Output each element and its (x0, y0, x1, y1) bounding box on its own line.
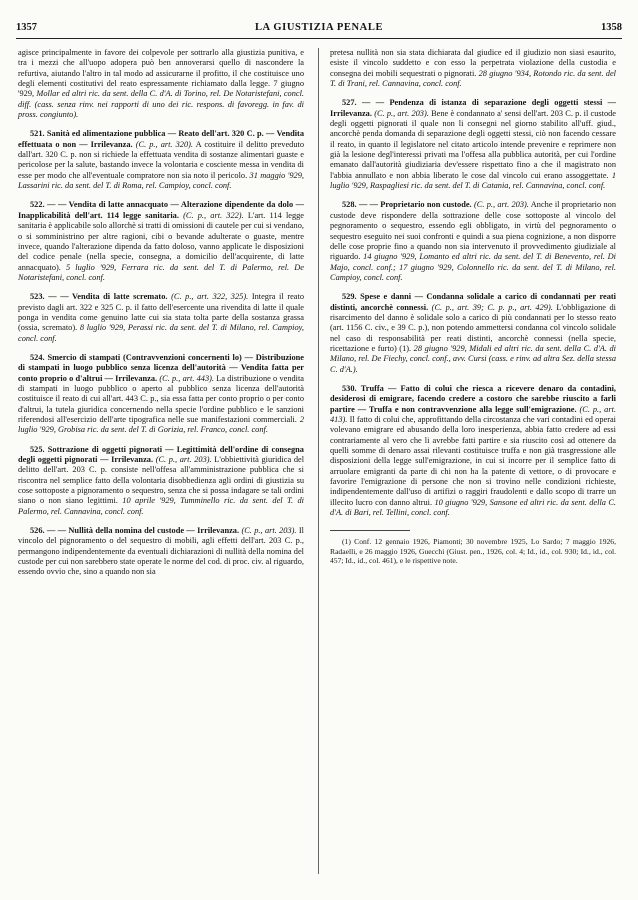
entry-paragraph (18, 526, 304, 578)
entry-paragraph (18, 129, 304, 191)
entry-citation: 2 luglio '929, Grobisa ric. da sent. del T. di Gorizia, rel. Franco, concl. conf. (18, 415, 304, 435)
entry-number: 530. (342, 383, 357, 393)
entry-article: (C. p., art. 322, 325). (171, 292, 249, 302)
page-number-right: 1358 (601, 22, 622, 33)
entry-body: Integra il reato previsto dagli art. 322 e 325 C. p. il fatto dell'esercente una rivendita di latte il quale ponga in vendita come genuino latte cui sia stata tolta parte della sostanza grassa (ossia, scremato). (18, 292, 304, 333)
entry-body: Il fatto di colui che, approfittando della circostanza che vari contadini ed operai volevano emigrare ed abusando della loro inesperienza, abbia fatto credere ad essi contrariamente al vero che li avrebbe fatti partire e sia riuscito così ad ottenere da quelli somme di denaro assai rilevanti costituisce truffa e non già trasgressione alle disposizioni della legge sull'emigrazione, in cui si incorre per il semplice fatto di arruolare emigranti da parte di chi non ha la patente di vettore, o di provocare e favorire l'emigrazione di persone che non si trovino nelle condizioni richieste, indipendentemente dall'uso di artifizi o raggiri fraudolenti e dallo scopo di trarre un illecito lucro con danno altrui. (330, 415, 616, 507)
entry-article: (C. p., art. 203). (473, 200, 529, 210)
entry-article: (C. p., art. 203). (241, 526, 297, 536)
entry-number: 522. (30, 200, 45, 210)
entry-body: A costituire il delitto preveduto dall'art. 320 C. p. non si richiede la effettuata vendita di sostanze alimentari guaste e pericolose per la salute, bastando invece la volontaria e cosciente messa in vendita di esse per modo che all'eventuale compratore non sia noto il pericolo. (18, 139, 304, 180)
footnote-separator (330, 530, 410, 531)
entry-title: — — Pendenza di istanza di separazione degli oggetti stessi — Irrilevanza. (330, 98, 616, 118)
entry-title: — — Nullità della nomina del custode — Irrilevanza. (46, 526, 240, 536)
continuation-text: pretesa nullità non sia stata dichiarata dal giudice ed il giudizio non siasi esaurito, esiste il vincolo suddetto e con esso la perpetrata violazione della custodia e consegna dei mobili sequestrati o pignorati. (330, 48, 616, 78)
entry-body: La distribuzione o vendita di stampati in luogo pubblico o aperto al pubblico senza licenza dell'autorità costituisce il reato di cui all'art. 443 C. p., sia essa fatta per conto proprio o per conto d'altrui, la tutela giuridica concernendo nella specie l'ordine pubblico e le sanzioni riferendosi all'esercizio dell'arte tipografica nelle sue manifestazioni commerciali. (18, 373, 305, 424)
entry-citation: 31 maggio '929, Lassarini ric. da sent. del T. di Roma, rel. Campioy, concl. conf. (18, 170, 304, 191)
entry-paragraph (18, 200, 304, 283)
continuation-paragraph (18, 48, 304, 120)
entry-article: (C. p., art. 39; C. p. p., art. 429). (431, 302, 553, 312)
entry-article: (C. p., art. 320). (135, 139, 193, 149)
entry-body: L'art. 114 legge sanitaria è applicabile solo allorchè si tratti di omissioni di cautele per cui si vendano, o si somministrino per altre ragioni, cibi o bevande adulterate o guaste, mentre invece, quando l'alterazione dipenda da fatto doloso, vanno applicate le disposizioni del codice penale (nella specie, consegna, a domicilio dell'acquirente, di latte annacquato). (18, 210, 305, 272)
entry-title: Spese e danni — Condanna solidale a carico di condannati per reati distinti, ancorchè connessi. (330, 292, 616, 312)
right-column (330, 48, 616, 566)
entry-citation: 10 giugno '929, Sansone ed altri ric. da sent. della C. d'A. di Bari, rel. Tellini, concl. conf. (330, 497, 616, 518)
entry-citation: 28 giugno '929, Midali ed altri ric. da sent. della C. d'A. di Milano, rel. De Fiechy, concl. conf., avv. Cursi (cass. e rinv. ad altra Sez. della stessa C. d'A.). (330, 343, 616, 374)
entry-citation: 5 luglio '929, Ferrara ric. da sent. del T. di Palermo, rel. De Notaristefani, concl. conf. (18, 262, 304, 282)
entry-body: L'obbligazione di risarcimento del danno è solidale solo a carico di più condannati per lo stesso reato (art. 1156 C. civ., e 39 C. p.), non potendo ammettersi condanna col vincolo solidale nel caso di responsabilità per reati distinti, ancorchè connessi (nella specie, ricettazione e furto) (1). (330, 302, 616, 353)
page-number-left: 1357 (16, 22, 37, 33)
continuation-text: Mollar ed altri ric. da sent. della C. d'A. di Torino, rel. De Notaristefani, concl. diff. (cass. senza rinv. nei rapporti di uno dei ric. respons. di favoregg. in fav. di pross. congiunto). (18, 89, 304, 120)
entry-number: 523. (30, 292, 45, 302)
entry-number: 529. (342, 292, 357, 302)
entry-paragraph (18, 292, 304, 344)
entry-body: Il vincolo del pignoramento o del sequestro di mobili, agli effetti dell'art. 203 C. p., permangono indipendentemente da eventuali dichiarazioni di nullità della nomina del custode per cui non sarebbero state operate le norme del cod. di proc. civ. al riguardo, essendo ovvio che, sino a quando non sia (18, 526, 304, 577)
running-title: LA GIUSTIZIA PENALE (254, 22, 384, 33)
entry-article: (C. p., art. 203). (374, 108, 429, 118)
entry-number: 525. (30, 444, 45, 454)
entry-citation: 1 luglio '929, Raspagliesi ric. da sent. del T. di Catania, rel. Cannavina, concl. conf. (330, 170, 616, 191)
entry-title: — — Vendita di latte scremato. (48, 292, 168, 302)
entry-paragraph (330, 384, 616, 518)
entry-title: Truffa — Fatto di colui che riesca a ricevere denaro da contadini, desiderosi di emigrare, facendo credere a costoro che sarebbe riuscito a farli partire — Truffa e non contravvenzione alla legge sull'emigrazione. (330, 383, 617, 414)
entry-citation: 14 giugno '929, Lomanto ed altri ric. da sent. del T. di Benevento, rel. Di Majo, concl. conf.; 17 giugno '929, Colonnello ric. da sent. del T. di Milano, rel. Campioy, concl. conf. (330, 252, 617, 282)
entry-article: (C. p., art. 322). (183, 210, 244, 220)
page-header (16, 20, 622, 39)
entry-paragraph (330, 292, 616, 375)
entry-number: 528. (342, 200, 357, 210)
continuation-text: 28 giugno '934, Rotondo ric. da sent. del T. di Trani, rel. Cannavina, concl. conf. (330, 68, 617, 89)
entry-number: 527. (342, 98, 357, 108)
entry-number: 521. (30, 129, 45, 139)
entry-title: — — Vendita di latte annacquato — Alterazione dipendente da dolo — Inapplicabilità dell'art. 114 legge sanitaria. (18, 200, 304, 220)
entry-title: — — Proprietario non custode. (358, 200, 472, 210)
entry-body: L'obbiettività giuridica del delitto dell'art. 203 C. p. consiste nell'offesa all'amministrazione pubblica che si riscontra nel semplice fatto della volontaria disobbedienza agli ordini di giustizia su cose sottoposte a pignoramento o sequestro, senza che si possa indagare se tali ordini siano o non siano legittimi. (18, 455, 305, 506)
entry-article: (C. p., art. 443). (159, 373, 215, 383)
column-divider (318, 48, 319, 874)
entry-article: (C. p., art. 413). (330, 404, 616, 424)
left-column (18, 48, 304, 578)
entry-paragraph (330, 200, 616, 283)
entry-body: Anche il proprietario non custode deve rispondere della sottrazione delle cose sottoposte al vincolo del pegnoramento o sequestro, essendo egli obbligato, in virtù del pegnoramento o sequestro eseguito nei suoi confronti e quindi a sua piena cognizione, a non disporre delle cose proprie fino a quando non sia intervenuto il provvedimento giudiziale al riguardo. (330, 200, 617, 262)
entry-paragraph (330, 98, 616, 191)
entry-paragraph (18, 353, 304, 436)
entry-title: Sanità ed alimentazione pubblica — Reato dell'art. 320 C. p. — Vendita effettuata o non — Irrilevanza. (18, 129, 304, 149)
entry-citation: 8 luglio '929, Perassi ric. da sent. del T. di Milano, rel. Campioy, concl. conf. (18, 323, 304, 343)
entry-number: 524. (30, 352, 45, 362)
entry-title: Sottrazione di oggetti pignorati — Legittimità dell'ordine di consegna degli oggetti pignorati — Irrilevanza. (18, 444, 304, 465)
entry-article: (C. p., art. 203). (155, 455, 212, 465)
footnote: (1) Conf. 12 gennaio 1926, Piamonti; 30 novembre 1925, Lo Sardo; 7 maggio 1926, Radaelli, e 26 maggio 1926, Guecchi (Giust. pen., 1926, col. 4; Id., id., col. 930; Id., id., col. 457; Id., id., col. 461), e le rispettive note. (330, 537, 616, 566)
entry-paragraph (18, 445, 304, 517)
entry-body: Bene è condannato a' sensi dell'art. 203 C. p. il custode degli oggetti pignorati il quale non li consegni nel giorno stabilito all'uff. giud., ancorchè penda domanda di separazione degli oggetti stessi, ciò non facendo cessare il reato, in quanto il legislatore nel citato articolo intende prevenire e reprimere non già la lesione degl'interessi privati ma l'offesa alla pubblica autorità, per cui l'ordine emanato dall'autorità giudiziaria dev'essere rispettato fino a che il magistrato non l'abbia annullato e non abbia liberato le cose dal vincolo cui erano assoggettate. (330, 108, 616, 180)
entry-title: Smercio di stampati (Contravvenzioni concernenti lo) — Distribuzione di stampati in luogo pubblico senza licenza dell'autorità — Vendita fatta per conto proprio o d'altrui — Irrilevanza. (18, 352, 304, 383)
continuation-text: agisce principalmente in favore dei colpevole per sottrarlo alla giustizia punitiva, e tra i mezzi che all'uopo adopera può ben annoverarsi quello di nascondere la refurtiva, aiutando l'altro in tal modo ad assicurarne il profitto, il che costituisce uno degli elementi costitutivi del reato espressamente richiamato dalla legge. 7 giugno '929, (18, 48, 304, 99)
entry-citation: 10 aprile '929, Tumminello ric. da sent. del T. di Palermo, rel. Cannavina, concl. conf. (18, 496, 304, 516)
continuation-paragraph (330, 48, 616, 89)
entry-number: 526. (30, 526, 45, 536)
